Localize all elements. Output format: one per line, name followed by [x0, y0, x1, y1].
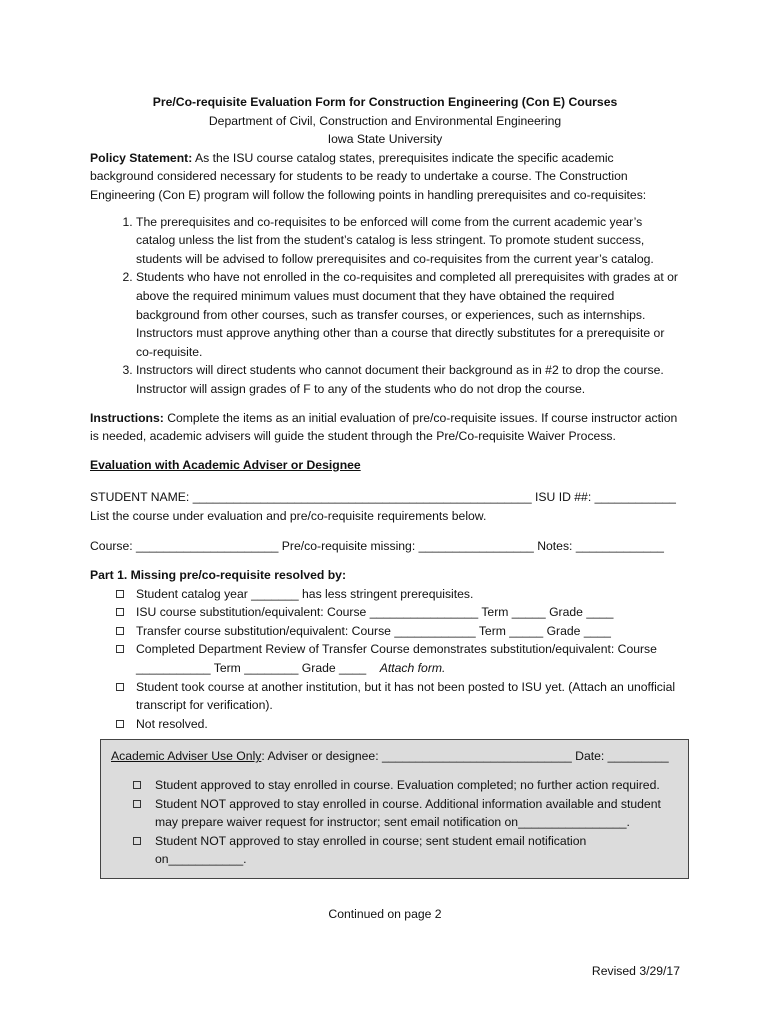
- instructions-label: Instructions:: [90, 410, 164, 425]
- policy-label: Policy Statement:: [90, 150, 193, 165]
- checkbox-icon[interactable]: [116, 645, 124, 653]
- policy-point-3: 3. Instructors will direct students who cannot document their background as in #2 to drop the course. Instructor will assign grades of F to any of the students who do not drop the course.: [136, 361, 680, 398]
- checkbox-icon[interactable]: [133, 800, 141, 808]
- checkbox-icon[interactable]: [116, 627, 124, 635]
- adviser-header-line[interactable]: [111, 747, 680, 766]
- adviser-date-line: : Adviser or designee: ____________________________ Date: _________: [261, 749, 669, 764]
- adviser-use-panel: [100, 739, 689, 879]
- part1-option-not-resolved[interactable]: Not resolved.: [116, 715, 680, 734]
- evaluation-heading: Evaluation with Academic Adviser or Designee: [90, 457, 361, 472]
- instructions: [90, 409, 680, 446]
- policy-point-2: 2. Students who have not enrolled in the co-requisites and completed all prerequisites with grades at or above the required minimum values must document that they have obtained the required background from other courses, such as transfer courses, or experiences, such as internships. Instructors must approve anything other than a course that directly substitutes for a prerequisite or co-requisite.: [136, 268, 680, 361]
- instructions-text: Complete the items as an initial evaluation of pre/co-requisite issues. If course instructor action is needed, academic advisers will guide the student through the Pre/Co-requisite Waiver Process.: [90, 410, 678, 444]
- attach-form-note: Attach form.: [379, 661, 446, 676]
- adviser-option-not-approved-waiver[interactable]: Student NOT approved to stay enrolled in course. Additional information available and student may prepare waiver request for instructor; sent email notification on________________.: [133, 795, 680, 832]
- part1-option-other-institution[interactable]: Student took course at another institution, but it has not been posted to ISU yet. (Attach an unofficial transcript for verification).: [116, 678, 680, 715]
- part1-option-transfer-substitution[interactable]: Transfer course substitution/equivalent: Course ____________ Term _____ Grade ____: [116, 622, 680, 641]
- policy-statement: [90, 149, 680, 205]
- part1-options: [90, 585, 680, 734]
- checkbox-icon[interactable]: [116, 608, 124, 616]
- checkbox-icon[interactable]: [133, 781, 141, 789]
- student-name-line[interactable]: STUDENT NAME: __________________________________________________ ISU ID ##: ____________: [90, 490, 676, 505]
- university-name: Iowa State University: [327, 132, 443, 147]
- department-name: Department of Civil, Construction and Environmental Engineering: [208, 113, 562, 128]
- checkbox-icon[interactable]: [116, 683, 124, 691]
- part1-option-department-review[interactable]: Completed Department Review of Transfer Course demonstrates substitution/equivalent: Course ___________ Term ________ Grade ____ Attach form.: [116, 640, 680, 677]
- policy-text: As the ISU course catalog states, prerequisites indicate the specific academic background considered necessary for students to be ready to undertake a course. The Construction Engineering (Con E) program will follow the following points in handling prerequisites and co-requisites:: [90, 150, 647, 202]
- form-title: Pre/Co-requisite Evaluation Form for Construction Engineering (Con E) Courses: [152, 95, 618, 109]
- form-page: [90, 93, 680, 921]
- checkbox-icon[interactable]: [133, 837, 141, 845]
- checkbox-icon[interactable]: [116, 720, 124, 728]
- continued-note: Continued on page 2: [328, 907, 442, 921]
- checkbox-icon[interactable]: [116, 590, 124, 598]
- revision-date: Revised 3/29/17: [591, 964, 680, 978]
- adviser-options: [111, 776, 680, 869]
- adviser-use-label: Academic Adviser Use Only: [111, 749, 262, 764]
- part1-option-catalog-year[interactable]: Student catalog year _______ has less stringent prerequisites.: [116, 585, 680, 604]
- course-line[interactable]: Course: _____________________ Pre/co-requisite missing: _________________ Notes: _____________: [90, 539, 664, 554]
- part1-option-isu-substitution[interactable]: ISU course substitution/equivalent: Course ________________ Term _____ Grade ____: [116, 603, 680, 622]
- adviser-option-not-approved[interactable]: Student NOT approved to stay enrolled in course; sent student email notification on___________.: [133, 832, 680, 869]
- policy-point-1: 1. The prerequisites and co-requisites to be enforced will come from the current academic year’s catalog unless the list from the student’s catalog is less stringent. To promote student success, students will be advised to follow prerequisites and co-requisites from the current year’s catalog.: [136, 213, 680, 269]
- list-course-instruction: List the course under evaluation and pre/co-requisite requirements below.: [90, 508, 487, 523]
- policy-points: [90, 213, 680, 399]
- adviser-option-approved[interactable]: Student approved to stay enrolled in course. Evaluation completed; no further action required.: [133, 776, 680, 795]
- part1-heading: Part 1. Missing pre/co-requisite resolved by:: [90, 568, 347, 583]
